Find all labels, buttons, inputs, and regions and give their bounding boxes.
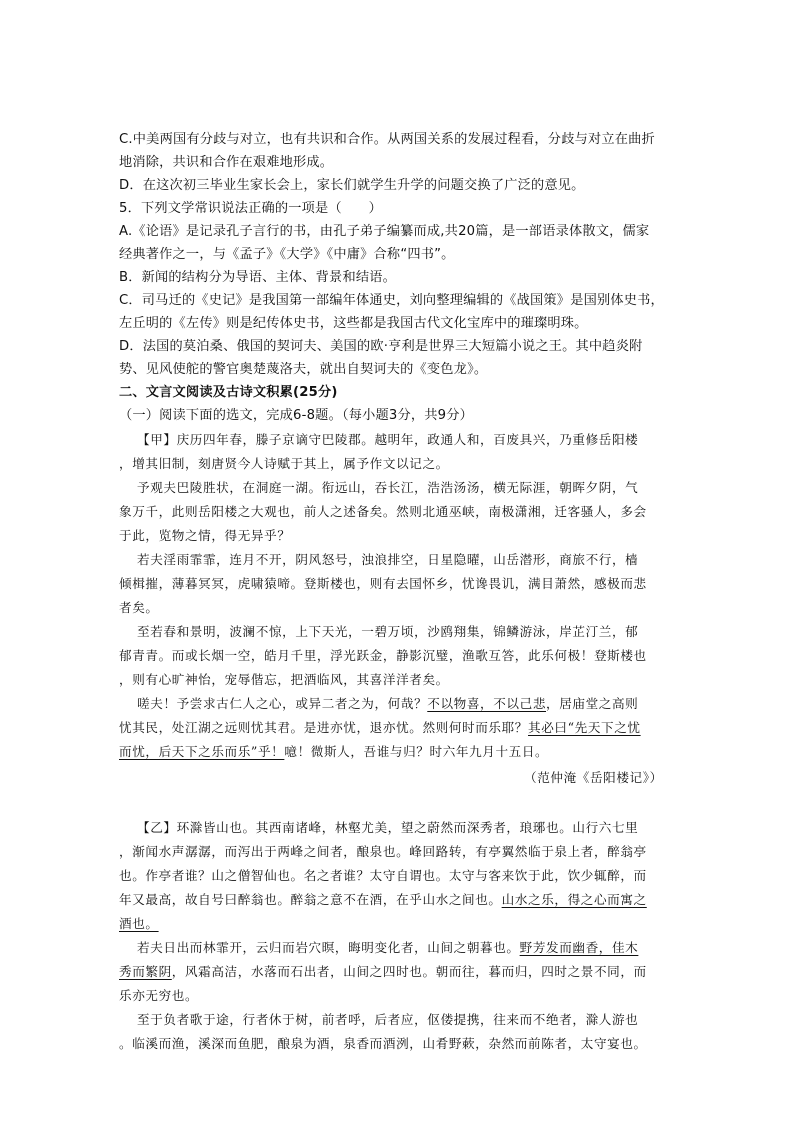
jia-p5-line-3-text-b: 噫！微斯人，吾谁与归？时六年九月十五日。 [284, 744, 549, 759]
jia-p5-line-1-text-b: ，居庙堂之高则 [546, 696, 639, 711]
option-c-line-1: C.中美两国有分歧与对立，也有共识和合作。从两国关系的发展过程看，分歧与对立在曲折 [119, 132, 655, 147]
question-5: 5．下列文学常识说法正确的一项是（ ） [119, 201, 382, 216]
jia-p2-line-2: 象万千，此则岳阳楼之大观也，前人之述备矣。然则北通巫峡，南极潇湘，迁客骚人，多会 [119, 504, 647, 519]
yi-p1-line-1: 【乙】环滁皆山也。其西南诸峰，林壑尤美，望之蔚然而深秀者，琅琊也。山行六七里 [137, 820, 639, 835]
q5-option-a-line-2: 经典著作之一，与《孟子》《大学》《中庸》合称“四书”。 [119, 247, 455, 262]
yi-p1-line-5 [119, 913, 159, 932]
option-d-line: D．在这次初三毕业生家长会上，家长们就学生升学的问题交换了广泛的意见。 [119, 178, 585, 193]
q5-option-d-line-2: 势、见风使舵的警官奥楚蔑洛夫，就出自契诃夫的《变色龙》。 [119, 362, 488, 377]
jia-source: （范仲淹《岳阳楼记》） [524, 770, 663, 785]
jia-p3-line-1: 若夫淫雨霏霏，连月不开，阴风怒号，浊浪排空，日星隐曜，山岳潜形，商旅不行，樯 [137, 552, 639, 567]
q5-option-c-line-2: 左丘明的《左传》则是纪传体史书，这些都是我国古代文化宝库中的璀璨明珠。 [119, 316, 588, 331]
yi-p1-line-4-text: 年又最高，故自号曰醉翁也。醉翁之意不在酒，在乎山水之间也。 [119, 892, 502, 907]
jia-p1-line-2: ，增其旧制，刻唐贤今人诗赋于其上，属予作文以记之。 [119, 456, 449, 471]
yi-p3-line-1: 至于负者歌于途，行者休于树，前者呼，后者应，伛偻提携，往来而不绝者，滁人游也 [137, 1012, 639, 1027]
yi-p1-line-3: 也。作亭者谁？山之僧智仙也。名之者谁？太守自谓也。太守与客来饮于此，饮少辄醉，而 [119, 868, 647, 883]
yi-p2-line-1-text: 若夫日出而林霏开，云归而岩穴暝，晦明变化者，山间之朝暮也。 [137, 940, 520, 955]
underlined-sentence-2a: 其必曰“先天下之忧 [528, 720, 641, 735]
jia-p2-line-1: 予观夫巴陵胜状，在洞庭一湖。衔远山，吞长江，浩浩汤汤，横无际涯，朝晖夕阴，气 [137, 480, 639, 495]
jia-p2-line-3: 于此，览物之情，得无异乎？ [119, 528, 291, 543]
jia-p3-line-3: 者矣。 [119, 600, 159, 615]
underlined-sentence-4b: 秀而繁阴 [119, 964, 172, 979]
yi-p2-line-2 [119, 961, 647, 980]
q5-option-d-line-1: D．法国的莫泊桑、俄国的契诃夫、美国的欧·亨利是世界三大短篇小说之王。其中趋炎附 [119, 339, 643, 354]
underlined-sentence-1: 不以物喜，不以己悲 [427, 696, 547, 711]
q5-option-a-line-1: A.《论语》是记录孔子言行的书，由孔子弟子编纂而成,共20篇，是一部语录体散文，儒家 [119, 224, 650, 239]
option-c-line-2: 地消除，共识和合作在艰难地形成。 [119, 155, 334, 170]
jia-p5-line-1-text-a: 嗟夫！予尝求古仁人之心，或异二者之为，何哉？ [137, 696, 428, 711]
jia-p4-line-2: 郁青青。而或长烟一空，皓月千里，浮光跃金，静影沉璧，渔歌互答，此乐何极！登斯楼也 [119, 648, 647, 663]
jia-p1-line-1: 【甲】庆历四年春，滕子京谪守巴陵郡。越明年，政通人和，百废具兴，乃重修岳阳楼 [137, 432, 639, 447]
jia-p4-line-3: ，则有心旷神怡，宠辱偕忘，把酒临风，其喜洋洋者矣。 [119, 672, 449, 687]
yi-p2-line-1 [137, 937, 638, 956]
yi-p2-line-2-text: ，风霜高洁，水落而石出者，山间之四时也。朝而往，暮而归，四时之景不同，而 [171, 964, 647, 979]
yi-p1-line-4 [119, 889, 647, 908]
underlined-sentence-3a: 山水之乐，得之心而寓之 [501, 892, 647, 907]
jia-p5-line-2 [119, 717, 641, 736]
jia-p3-line-2: 倾楫摧，薄暮冥冥，虎啸猿啼。登斯楼也，则有去国怀乡，忧谗畏讥，满目萧然，感极而悲 [119, 576, 647, 591]
reading-instruction: （一）阅读下面的选文，完成6-8题。（每小题3分，共9分） [119, 408, 474, 423]
underlined-sentence-3b: 酒也。 [119, 916, 159, 931]
yi-p2-line-3: 乐亦无穷也。 [119, 988, 199, 1003]
section-2-heading: 二、文言文阅读及古诗文积累(25分) [119, 385, 338, 400]
jia-p5-line-3 [119, 741, 548, 760]
q5-option-b-line: B．新闻的结构分为导语、主体、背景和结语。 [119, 270, 396, 285]
underlined-sentence-4a: 野芳发而幽香，佳木 [519, 940, 639, 955]
q5-option-c-line-1: C．司马迁的《史记》是我国第一部编年体通史，刘向整理编辑的《战国策》是国别体史书， [119, 293, 664, 308]
yi-p1-line-2: ，渐闻水声潺潺，而泻出于两峰之间者，酿泉也。峰回路转，有亭翼然临于泉上者，醉翁亭 [119, 844, 647, 859]
jia-p5-line-2-text-a: 忧其民，处江湖之远则忧其君。是进亦忧，退亦忧。然则何时而乐耶？ [119, 720, 529, 735]
jia-p4-line-1: 至若春和景明，波澜不惊，上下天光，一碧万顷，沙鸥翔集，锦鳞游泳，岸芷汀兰，郁 [137, 624, 639, 639]
jia-p5-line-1 [137, 693, 638, 712]
yi-p3-line-2: 。临溪而渔，溪深而鱼肥，酿泉为酒，泉香而酒洌，山肴野蔌，杂然而前陈者，太守宴也。 [119, 1036, 647, 1051]
underlined-sentence-2b: 而忧，后天下之乐而乐”乎！ [119, 744, 285, 759]
